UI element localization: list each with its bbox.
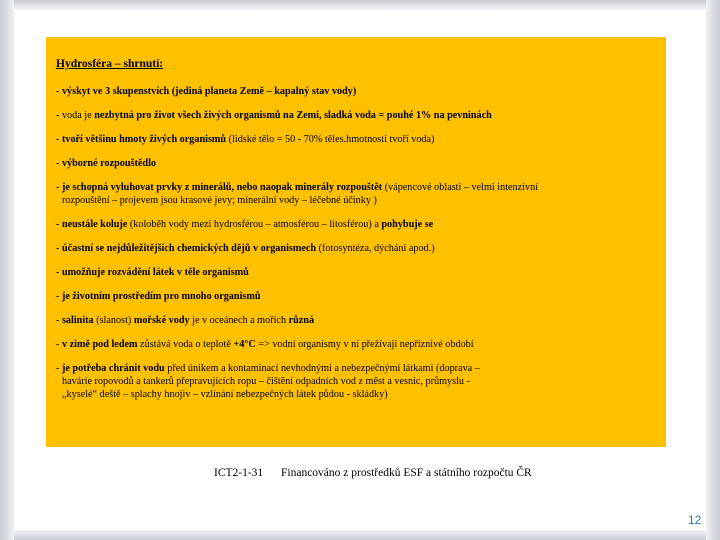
- item-prefix: -: [56, 315, 62, 326]
- item-bold: +4°C: [233, 339, 256, 350]
- summary-box: [46, 37, 666, 447]
- item-bold: je životním prostředím pro mnoho organismů: [61, 291, 261, 302]
- item-text: (slanost): [93, 315, 134, 326]
- item-bold: je potřeba chránit vodu: [61, 363, 165, 374]
- list-item: [56, 290, 658, 303]
- footer-funding-text: Financováno z prostředků ESF a státního rozpočtu ČR: [281, 467, 532, 479]
- item-bold: mořské vody: [133, 315, 190, 326]
- item-bold: je schopná vyluhovat prvky z minerálů, nebo naopak minerály rozpouštět: [61, 182, 383, 193]
- item-continuation: rozpouštění – projevem jsou krasové jevy; minerální vody – léčebné účinky ): [62, 195, 377, 206]
- item-text: zůstává voda o teplotě: [137, 339, 234, 350]
- item-bold: salinita: [61, 315, 94, 326]
- list-item: [56, 85, 658, 98]
- item-continuation: havárie ropovodů a tankerů přepravujících ropu – čištění odpadních vod z měst a vesnic, průmyslu -: [62, 376, 470, 387]
- page-number: 12: [688, 513, 702, 527]
- item-prefix: -: [56, 243, 62, 254]
- item-text: => vodní organismy v ní přežívají nepříznivé období: [255, 339, 474, 350]
- item-text: (koloběh vody mezi hydrosférou – atmosférou – litosférou) a: [127, 219, 382, 230]
- item-text: (fotosyntéza, dýchání apod.): [316, 243, 435, 254]
- item-prefix: -: [56, 182, 62, 193]
- list-item: [56, 242, 658, 255]
- slide-title: Hydrosféra – shrnutí:: [56, 58, 164, 70]
- item-text: před únikem a kontaminací nevhodnými a nebezpečnými látkami (doprava –: [164, 363, 480, 374]
- item-bold: nezbytná pro život všech živých organismů na Zemi, sladká voda = pouhé 1% na pevninách: [94, 110, 492, 121]
- item-bold: tvoří většinu hmoty živých organismů: [61, 134, 227, 145]
- list-item: [56, 362, 658, 401]
- item-prefix: -: [56, 363, 62, 374]
- item-prefix: -: [56, 267, 62, 278]
- item-prefix: -: [56, 339, 62, 350]
- list-item: [56, 133, 658, 146]
- item-bold: v zimě pod ledem: [61, 339, 138, 350]
- list-item: [56, 218, 658, 231]
- list-item: [56, 109, 658, 122]
- slide-frame-top: [0, 0, 720, 10]
- item-bold: umožňuje rozvádění látek v těle organismů: [61, 267, 249, 278]
- slide-frame-bottom: [0, 530, 720, 540]
- list-item: [56, 181, 658, 207]
- item-bold: výskyt ve 3 skupenstvích (jediná planeta Země – kapalný stav vody): [61, 86, 357, 97]
- item-prefix: -: [56, 86, 62, 97]
- slide-frame-left: [0, 0, 14, 540]
- slide-frame-right: [706, 0, 720, 540]
- item-bold: pohybuje se: [381, 219, 434, 230]
- list-item: [56, 266, 658, 279]
- list-item: [56, 338, 658, 351]
- item-prefix: -: [56, 219, 62, 230]
- item-text: (vápencové oblasti – velmi intenzivní: [382, 182, 539, 193]
- item-bold: účastní se nejdůležitějších chemických dějů v organismech: [61, 243, 317, 254]
- item-text: (lidské tělo = 50 - 70% těles.hmotnosti tvoří voda): [226, 134, 435, 145]
- item-prefix: -: [56, 134, 62, 145]
- item-bold: neustále koluje: [61, 219, 128, 230]
- list-item: [56, 314, 658, 327]
- list-item: [56, 157, 658, 170]
- item-prefix: -: [56, 291, 62, 302]
- item-text: je v oceánech a mořích: [189, 315, 289, 326]
- footer-code: ICT2-1-31: [214, 467, 264, 479]
- item-bold: výborné rozpouštědlo: [61, 158, 157, 169]
- item-text: voda je: [61, 110, 95, 121]
- item-prefix: -: [56, 158, 62, 169]
- item-bold: různá: [288, 315, 315, 326]
- item-prefix: -: [56, 110, 62, 121]
- item-continuation: „kyselé“ deště – splachy hnojiv – vzlínání nebezpečných látek půdou - skládky): [62, 389, 388, 400]
